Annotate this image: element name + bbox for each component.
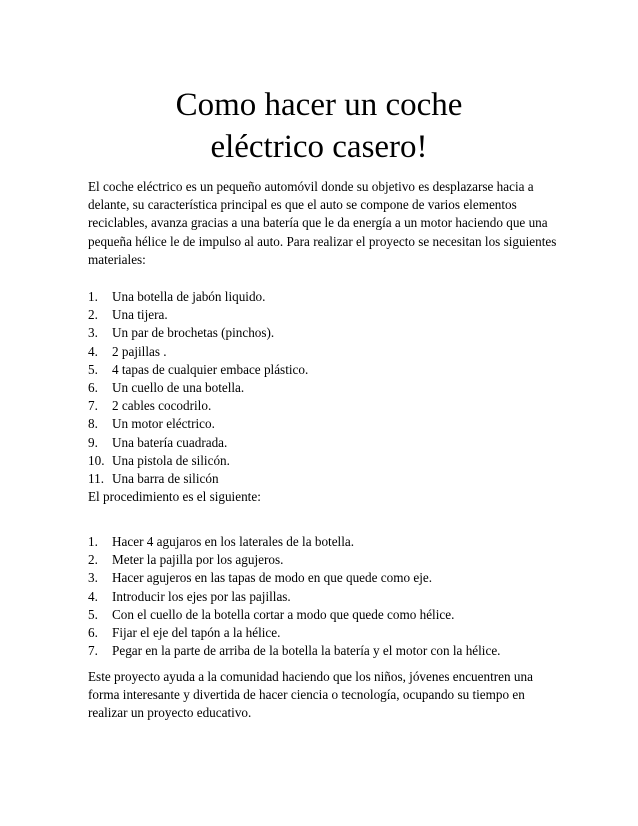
item-number: 2. xyxy=(88,552,98,568)
item-text: Meter la pajilla por los agujeros. xyxy=(112,552,284,568)
item-number: 7. xyxy=(88,643,98,659)
item-text: Una batería cuadrada. xyxy=(112,434,228,450)
item-number: 3. xyxy=(88,325,98,341)
item-number: 1. xyxy=(88,534,98,549)
item-text: Una barra de silicón xyxy=(112,471,219,487)
list-item xyxy=(88,569,558,587)
list-item xyxy=(88,434,558,452)
item-number: 7. xyxy=(88,398,98,414)
item-number: 4. xyxy=(88,588,98,604)
item-text: Con el cuello de la botella cortar a modo que quede como hélice. xyxy=(112,606,455,622)
item-text: 4 tapas de cualquier embace plástico. xyxy=(112,361,309,377)
closing-paragraph-block xyxy=(88,668,558,723)
list-item xyxy=(88,288,558,306)
list-item xyxy=(88,361,558,379)
item-number: 10. xyxy=(88,452,105,468)
item-number: 1. xyxy=(88,289,98,304)
list-item xyxy=(88,624,558,642)
item-number: 11. xyxy=(88,471,104,487)
item-text: Una botella de jabón liquido. xyxy=(112,289,266,304)
steps-block xyxy=(88,533,558,660)
item-number: 6. xyxy=(88,380,98,396)
list-item xyxy=(88,415,558,433)
item-text: Pegar en la parte de arriba de la botella la batería y el motor con la hélice. xyxy=(112,643,501,659)
list-item xyxy=(88,343,558,361)
item-text: 2 cables cocodrilo. xyxy=(112,398,212,414)
title-line-2: eléctrico casero! xyxy=(210,129,428,165)
list-item xyxy=(88,397,558,415)
item-number: 6. xyxy=(88,625,98,641)
item-text: Un cuello de una botella. xyxy=(112,380,245,396)
item-number: 9. xyxy=(88,434,98,450)
item-text: Un par de brochetas (pinchos). xyxy=(112,325,275,341)
list-item xyxy=(88,324,558,342)
intro-paragraph-block xyxy=(88,178,558,269)
procedure-heading: El procedimiento es el siguiente: xyxy=(88,489,261,505)
list-item xyxy=(88,551,558,569)
list-item xyxy=(88,306,558,324)
intro-paragraph: El coche eléctrico es un pequeño automóvil donde su objetivo es desplazarse hacia a delante, su característica principal es que el auto se compone de varios elementos reciclables, avanza gracias a una batería que le da energía a un motor haciendo que una pequeña hélice le de impulso al auto. Para realizar el proyecto se necesitan los siguientes materiales: xyxy=(88,179,557,267)
list-item xyxy=(88,452,558,470)
materials-block xyxy=(88,288,558,506)
list-item xyxy=(88,588,558,606)
item-text: Introducir los ejes por las pajillas. xyxy=(112,588,291,604)
item-text: Hacer 4 agujaros en los laterales de la botella. xyxy=(112,534,355,549)
steps-list xyxy=(88,533,558,660)
item-text: 2 pajillas . xyxy=(112,343,167,359)
title-line-1: Como hacer un coche xyxy=(175,87,463,123)
item-text: Fijar el eje del tapón a la hélice. xyxy=(112,625,281,641)
list-item xyxy=(88,470,558,488)
item-number: 3. xyxy=(88,570,98,586)
item-text: Una pistola de silicón. xyxy=(112,452,230,468)
item-number: 2. xyxy=(88,307,98,323)
page-title xyxy=(60,84,578,168)
list-item xyxy=(88,606,558,624)
item-number: 8. xyxy=(88,416,98,432)
materials-list xyxy=(88,288,558,488)
list-item xyxy=(88,642,558,660)
list-item xyxy=(88,533,558,551)
item-number: 5. xyxy=(88,606,98,622)
item-text: Una tijera. xyxy=(112,307,168,323)
item-text: Hacer agujeros en las tapas de modo en que quede como eje. xyxy=(112,570,433,586)
list-item xyxy=(88,379,558,397)
item-number: 4. xyxy=(88,343,98,359)
item-text: Un motor eléctrico. xyxy=(112,416,215,432)
item-number: 5. xyxy=(88,361,98,377)
closing-paragraph: Este proyecto ayuda a la comunidad haciendo que los niños, jóvenes encuentren una forma interesante y divertida de hacer ciencia o tecnología, ocupando su tiempo en realizar un proyecto educativo. xyxy=(88,669,533,721)
